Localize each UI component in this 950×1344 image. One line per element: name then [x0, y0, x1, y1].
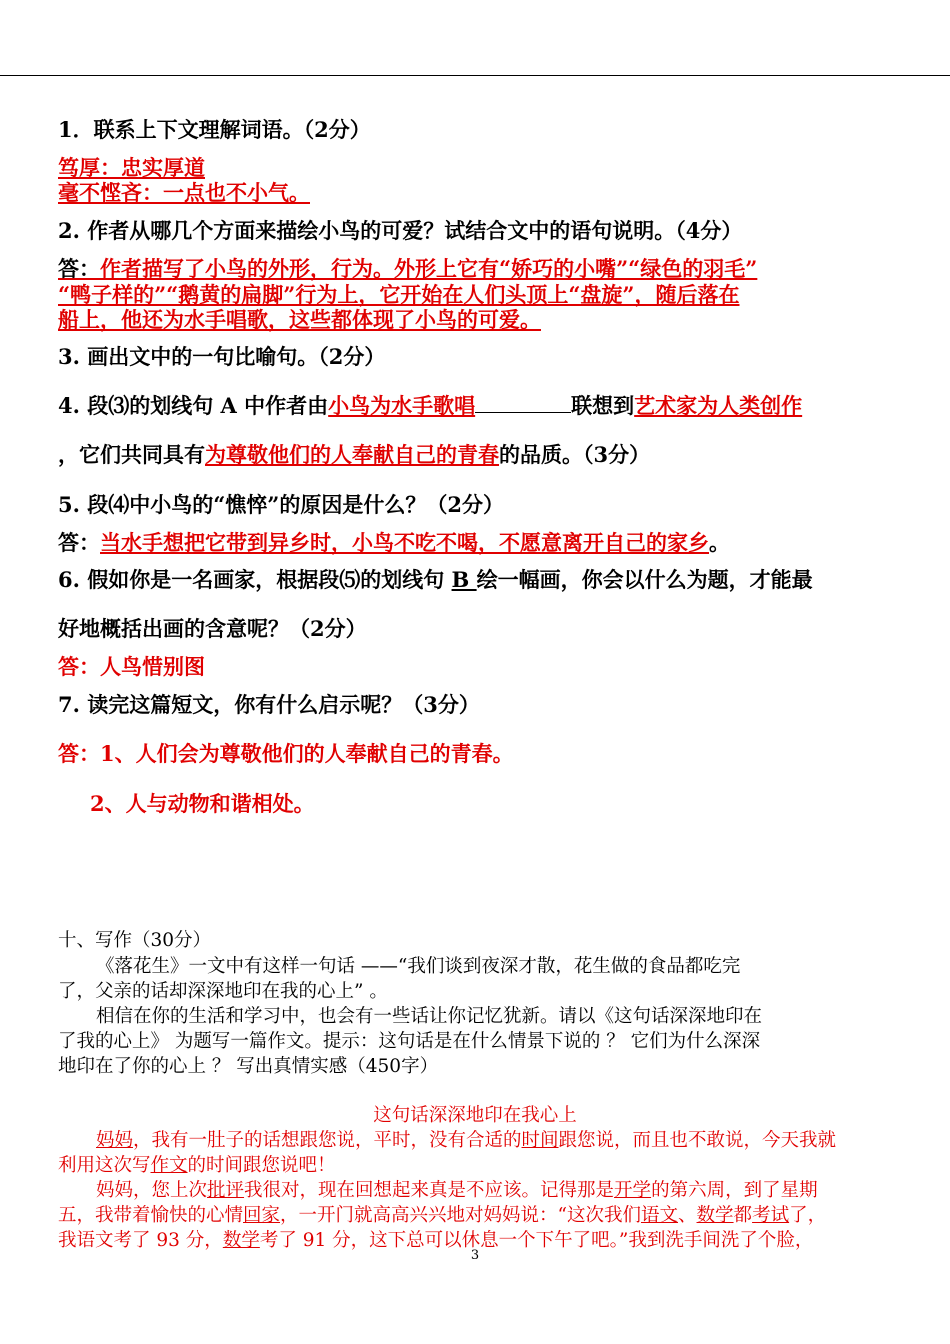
- question-4-part-2: 联想到: [571, 393, 635, 418]
- essay-text: 妈妈，您上次: [96, 1180, 208, 1201]
- answer-6: 答：人鸟惜别图: [58, 654, 205, 679]
- question-6-letter: B: [451, 567, 477, 592]
- answer-2-text: 作者描写了小鸟的外形，行为。外形上它有“娇巧的小嘴”“绿色的羽毛”: [100, 256, 758, 281]
- essay-text: 都: [733, 1205, 753, 1226]
- answer-5-prefix: 答：: [58, 530, 100, 555]
- essay-text: 我很对，现在回想起来真是不应该。记得那是: [244, 1180, 615, 1201]
- question-4-line-1: [58, 390, 802, 420]
- answer-5-line: [58, 527, 730, 557]
- question-7: 7. 读完这篇短文，你有什么启示呢？（3分）: [58, 692, 480, 717]
- essay-link-math: 数学: [696, 1205, 734, 1226]
- essay-text: 考了 91 分，这下总可以休息一个下午了吧。”我到洗手间洗了个脸，: [259, 1230, 814, 1251]
- answer-4-blank-2: 艺术家为人类创作: [634, 393, 803, 418]
- question-5: 5. 段⑷中小鸟的“憔悴”的原因是什么？（2分）: [58, 492, 505, 517]
- question-6-line-2: 好地概括出画的含意呢？（2分）: [58, 616, 367, 641]
- question-2: 2. 作者从哪几个方面来描绘小鸟的可爱？试结合文中的语句说明。（4分）: [58, 218, 743, 243]
- essay-link-exam: 考试: [752, 1205, 790, 1226]
- question-4-part-3: ，它们共同具有: [58, 442, 205, 467]
- question-4-part-1: 4. 段⑶的划线句 A 中作者由: [58, 393, 329, 418]
- question-1: 1．联系上下文理解词语。（2分）: [58, 117, 371, 142]
- essay-text: 的第六周，到了星期: [651, 1180, 818, 1201]
- answer-4-blank-3: 为尊敬他们的人奉献自己的青春: [205, 442, 499, 467]
- essay-p1-line-2: [58, 1151, 336, 1177]
- question-3: 3. 画出文中的一句比喻句。（2分）: [58, 344, 386, 369]
- page-number: 3: [470, 1248, 480, 1263]
- answer-5-text: 当水手想把它带到异乡时，小鸟不吃不喝，不愿意离开自己的家乡: [100, 530, 709, 555]
- writing-prompt-line-4: 了我的心上》 为题写一篇作文。提示：这句话是在什么情景下说的 ？ 它们为什么深深: [58, 1031, 761, 1052]
- answer-2-line-2: “鸭子样的”“鹅黄的扁脚”行为上，它开始在人们头顶上“盘旋”，随后落在: [58, 282, 740, 307]
- essay-text: 五，我带着愉快的心情: [58, 1205, 244, 1226]
- answer-1-line-1: 笃厚：忠实厚道: [58, 155, 205, 180]
- question-6-part-2: 绘一幅画，你会以什么为题，才能最: [476, 567, 813, 592]
- essay-p2-line-2: [58, 1201, 826, 1227]
- header-rule: [0, 75, 950, 76]
- writing-prompt-line-2: 了，父亲的话却深深地印在我的心上” 。: [58, 981, 388, 1002]
- essay-text: 、: [678, 1205, 697, 1226]
- essay-link-criticize: 批评: [207, 1180, 245, 1201]
- question-4-line-2: [58, 439, 650, 469]
- blank-line: [475, 394, 571, 413]
- essay-link-go-home: 回家: [243, 1205, 281, 1226]
- writing-prompt-line-3: 相信在你的生活和学习中，也会有一些话让你记忆犹新。请以《这句话深深地印在: [96, 1006, 763, 1027]
- essay-link-composition: 作文: [150, 1155, 188, 1176]
- essay-link-time: 时间: [521, 1130, 559, 1151]
- essay-title: 这句话深深地印在我心上: [373, 1105, 577, 1126]
- essay-text: 了，: [789, 1205, 827, 1226]
- answer-7-line-1: 答：1、人们会为尊敬他们的人奉献自己的青春。: [58, 741, 514, 766]
- essay-text: 跟您说，而且也不敢说，今天我就: [558, 1130, 837, 1151]
- essay-text: 我语文考了 93 分，: [58, 1230, 223, 1251]
- essay-link-chinese: 语文: [641, 1205, 679, 1226]
- essay-link-math: 数学: [222, 1230, 260, 1251]
- essay-link-school-start: 开学: [614, 1180, 652, 1201]
- essay-p1-line-1: [96, 1126, 836, 1152]
- answer-5-suffix: 。: [709, 530, 730, 555]
- answer-7-line-2: 2、人与动物和谐相处。: [90, 791, 315, 816]
- writing-prompt-line-1: 《落花生》一文中有这样一句话 ——“我们谈到夜深才散，花生做的食品都吃完: [96, 956, 741, 977]
- essay-text: 利用这次写: [58, 1155, 151, 1176]
- essay-link-mother: 妈妈: [96, 1130, 134, 1151]
- answer-2-prefix: 答：: [58, 256, 100, 281]
- essay-text: 的时间跟您说吧！: [187, 1155, 336, 1176]
- essay-p2-line-1: [96, 1176, 818, 1202]
- question-4-part-4: 的品质。（3分）: [499, 442, 651, 467]
- essay-text: ，我有一肚子的话想跟您说，平时，没有合适的: [133, 1130, 522, 1151]
- answer-2-line-3: 船上，他还为水手唱歌，这些都体现了小鸟的可爱。: [58, 307, 541, 332]
- writing-prompt-line-5: 地印在了你的心上 ？ 写出真情实感（450字）: [58, 1056, 439, 1077]
- answer-4-blank-1: 小鸟为水手歌唱: [328, 393, 476, 418]
- answer-1-line-2: 毫不悭吝：一点也不小气。: [58, 180, 310, 205]
- essay-text: ，一开门就高高兴兴地对妈妈说：“这次我们: [280, 1205, 641, 1226]
- question-6-part-1: 6. 假如你是一名画家，根据段⑸的划线句: [58, 567, 452, 592]
- writing-heading: 十、写作（30分）: [58, 930, 212, 951]
- question-6-line-1: [58, 564, 813, 594]
